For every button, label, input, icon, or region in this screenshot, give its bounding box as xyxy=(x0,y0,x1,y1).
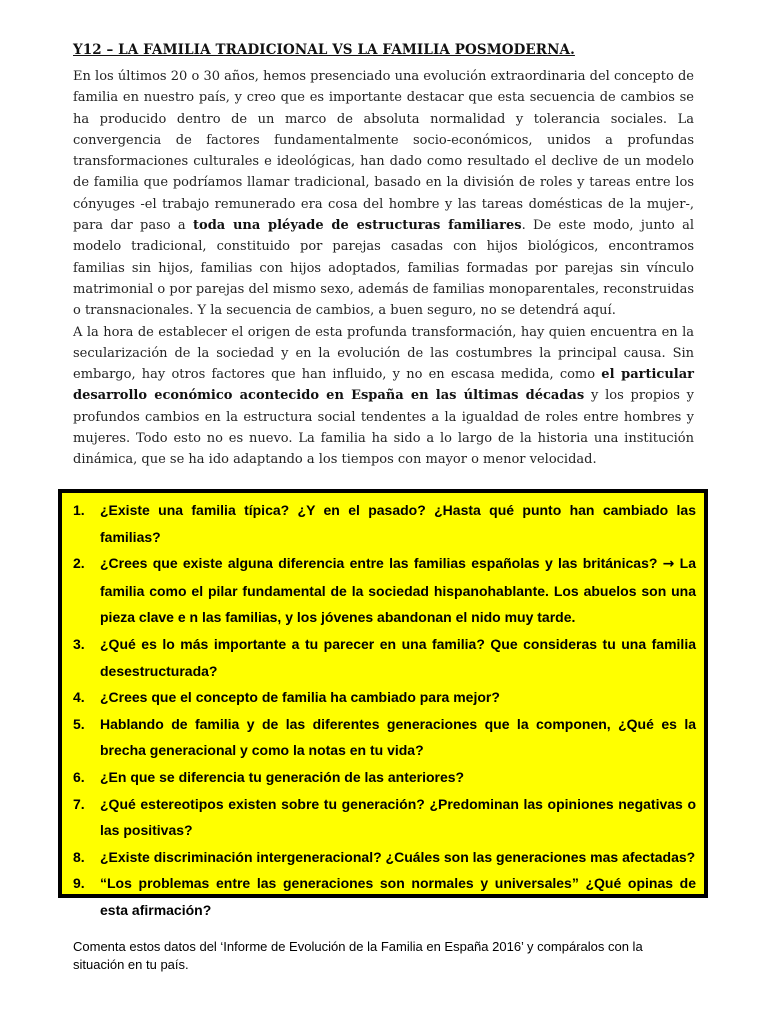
paragraph-1-bold-text: toda una pléyade de estructuras familiares xyxy=(193,218,522,234)
question-item xyxy=(62,791,704,844)
questions-box xyxy=(58,489,708,918)
question-item xyxy=(62,764,704,791)
paragraph-2-bold-text: el particular desarrollo económico acontecido en España en las últimas décadas xyxy=(73,367,694,404)
question-text: Hablando de familia y de las diferentes generaciones que la componen, ¿Qué es la brecha generacional y como la notas en tu vida? xyxy=(100,715,696,759)
paragraph-1-text-start: En los últimos 20 o 30 años, hemos presenciado una evolución extraordinaria del concepto de familia en nuestro país, y creo que es importante destacar que esta secuencia de cambios se ha producido dentro de un marco de absoluta normalidad y tolerancia sociales. La convergencia de factores fundamentalmente socio-económicos, unidos a profundas transformaciones culturales e ideológicas, han dado como resultado el declive de un modelo de familia que podríamos llamar tradicional, basado en la división de roles y tareas entre los cónyuges -el trabajo remunerado era cosa del hombre y las tareas domésticas de la mujer-, para dar paso a xyxy=(73,69,694,234)
question-number: 3. xyxy=(73,635,85,652)
question-text: ¿Crees que existe alguna diferencia entre las familias españolas y las británicas? xyxy=(100,555,658,572)
question-number: 1. xyxy=(73,502,85,518)
document-title: Y12 – LA FAMILIA TRADICIONAL VS LA FAMILIA POSMODERNA. xyxy=(73,42,575,58)
question-item xyxy=(62,550,704,631)
question-text: ¿En que se diferencia tu generación de las anteriores? xyxy=(100,768,465,785)
paragraph-2 xyxy=(73,322,694,471)
question-note: La familia como el pilar fundamental de la sociedad hispanohablante. Los abuelos son una pieza clave e n las familias, y los jóvenes abandonan el nido muy tarde. xyxy=(100,555,697,626)
question-text: ¿Qué estereotipos existen sobre tu generación? ¿Predominan las opiniones negativas o las positivas? xyxy=(100,795,696,839)
question-number: 2. xyxy=(73,555,85,572)
question-item xyxy=(62,631,704,684)
question-number: 5. xyxy=(73,715,85,732)
question-item xyxy=(62,711,704,764)
paragraph-1 xyxy=(73,66,694,322)
question-number: 8. xyxy=(73,848,85,865)
question-number: 6. xyxy=(73,768,85,785)
question-text: ¿Crees que el concepto de familia ha cambiado para mejor? xyxy=(100,689,500,706)
question-item xyxy=(62,684,704,711)
body-text xyxy=(73,66,694,471)
question-text: ¿Qué es lo más importante a tu parecer en una familia? Que consideras tu una familia desestructurada? xyxy=(100,635,696,679)
question-item xyxy=(62,844,704,871)
question-text: ¿Existe discriminación intergeneracional? ¿Cuáles son las generaciones mas afectadas? xyxy=(100,848,696,865)
paragraph-2-text-end: y los propios y profundos cambios en la estructura social tendentes a la igualdad de roles entre hombres y mujeres. Todo esto no es nuevo. La familia ha sido a lo largo de la historia una institución dinámica, que se ha ido adaptando a los tiempos con mayor o menor velocidad. xyxy=(73,388,694,468)
question-text: ¿Existe una familia típica? ¿Y en el pasado? ¿Hasta qué punto han cambiado las familias? xyxy=(100,502,696,545)
question-item xyxy=(62,870,704,923)
arrow-right-icon: → xyxy=(662,556,675,573)
question-number: 7. xyxy=(73,795,85,812)
question-number: 4. xyxy=(73,689,85,706)
footer-instruction: Comenta estos datos del ‘Informe de Evolución de la Familia en España 2016’ y compáralos con la situación en tu país. xyxy=(73,939,643,972)
question-text: “Los problemas entre las generaciones son normales y universales” ¿Qué opinas de esta afirmación? xyxy=(100,875,696,918)
paragraph-1-text-end: . De este modo, junto al modelo tradicional, constituido por parejas casadas con hijos biológicos, encontramos familias sin hijos, familias con hijos adoptados, familias formadas por parejas sin vínculo matrimonial o por parejas del mismo sexo, además de familias monoparentales, reconstruidas o transnacionales. Y la secuencia de cambios, a buen seguro, no se detendrá aquí. xyxy=(73,218,694,319)
question-item xyxy=(62,497,704,550)
questions-list xyxy=(62,497,704,924)
paragraph-2-text-start: A la hora de establecer el origen de esta profunda transformación, hay quien encuentra en la secularización de la sociedad y en la evolución de las costumbres la principal causa. Sin embargo, hay otros factores que han influido, y no en escasa medida, como xyxy=(73,324,694,383)
question-number: 9. xyxy=(73,875,85,892)
